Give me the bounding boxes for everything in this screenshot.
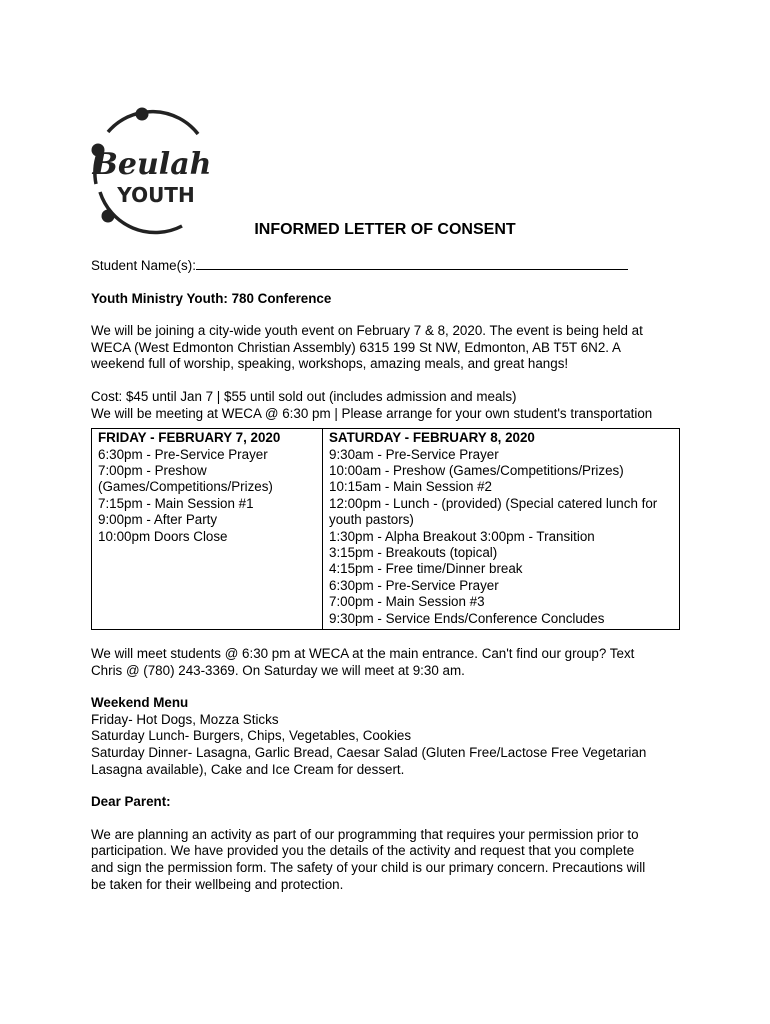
intro-paragraph <box>91 323 691 373</box>
friday-item: 6:30pm - Pre-Service Prayer <box>98 446 268 462</box>
saturday-item: 4:15pm - Free time/Dinner break <box>329 561 523 577</box>
menu-line: Friday- Hot Dogs, Mozza Sticks <box>91 711 279 727</box>
logo-graphic <box>86 104 218 236</box>
meet-line: Chris @ (780) 243-3369. On Saturday we will meet at 9:30 am. <box>91 662 465 678</box>
saturday-item: 9:30pm - Service Ends/Conference Concludes <box>329 610 605 626</box>
svg-text:YOUTH: YOUTH <box>117 183 195 207</box>
menu-section <box>91 695 691 778</box>
meeting-line: We will be meeting at WECA @ 6:30 pm | Please arrange for your own student's transportation <box>91 405 653 421</box>
saturday-heading: SATURDAY - FEBRUARY 8, 2020 <box>329 430 535 446</box>
friday-item: (Games/Competitions/Prizes) <box>98 479 273 495</box>
closing-paragraph <box>91 827 691 893</box>
meet-paragraph <box>91 646 691 679</box>
schedule-table <box>91 428 680 630</box>
cost-paragraph <box>91 389 691 422</box>
saturday-item: 10:15am - Main Session #2 <box>329 479 493 495</box>
title-text: INFORMED LETTER OF CONSENT <box>254 221 516 238</box>
friday-item: 7:00pm - Preshow <box>98 462 207 478</box>
intro-line: We will be joining a city-wide youth event on February 7 & 8, 2020. The event is being held at <box>91 323 643 339</box>
closing-line: We are planning an activity as part of our programming that requires your permission prior to <box>91 826 639 842</box>
student-name-field[interactable] <box>196 257 628 270</box>
saturday-item: 6:30pm - Pre-Service Prayer <box>329 577 499 593</box>
closing-line: and sign the permission form. The safety of your child is our primary concern. Precautions will <box>91 859 646 875</box>
saturday-item: 9:30am - Pre-Service Prayer <box>329 446 499 462</box>
svg-text:Beulah: Beulah <box>92 147 212 182</box>
saturday-item: 1:30pm - Alpha Breakout 3:00pm - Transition <box>329 528 595 544</box>
beulah-youth-logo <box>86 104 218 236</box>
dear-parent-heading: Dear Parent: <box>91 794 171 810</box>
saturday-item: 12:00pm - Lunch - (provided) (Special catered lunch for <box>329 495 658 511</box>
saturday-item: youth pastors) <box>329 512 414 528</box>
friday-heading: FRIDAY - FEBRUARY 7, 2020 <box>98 430 281 446</box>
closing-line: participation. We have provided you the details of the activity and request that you complete <box>91 843 635 859</box>
friday-column <box>92 429 323 630</box>
friday-item: 9:00pm - After Party <box>98 512 218 528</box>
meet-line: We will meet students @ 6:30 pm at WECA at the main entrance. Can't find our group? Text <box>91 646 635 662</box>
event-heading: Youth Ministry Youth: 780 Conference <box>91 290 332 306</box>
student-name-row <box>91 257 691 275</box>
menu-line: Lasagna available), Cake and Ice Cream for dessert. <box>91 761 405 777</box>
friday-item: 10:00pm Doors Close <box>98 528 228 544</box>
friday-item: 7:15pm - Main Session #1 <box>98 495 254 511</box>
menu-line: Saturday Lunch- Burgers, Chips, Vegetables, Cookies <box>91 728 412 744</box>
saturday-item: 10:00am - Preshow (Games/Competitions/Prizes) <box>329 462 624 478</box>
menu-line: Saturday Dinner- Lasagna, Garlic Bread, Caesar Salad (Gluten Free/Lactose Free Vegetarian <box>91 745 647 760</box>
saturday-column <box>323 429 680 630</box>
saturday-item: 3:15pm - Breakouts (topical) <box>329 545 498 560</box>
intro-line: weekend full of worship, speaking, workshops, amazing meals, and great hangs! <box>91 356 569 372</box>
intro-line: WECA (West Edmonton Christian Assembly) 6315 199 St NW, Edmonton, AB T5T 6N2. A <box>91 339 621 355</box>
student-name-label: Student Name(s): <box>91 258 196 273</box>
saturday-item: 7:00pm - Main Session #3 <box>329 594 485 610</box>
closing-line: be taken for their wellbeing and protection. <box>91 876 344 892</box>
cost-line: Cost: $45 until Jan 7 | $55 until sold out (includes admission and meals) <box>91 388 517 404</box>
page-title <box>0 221 770 239</box>
menu-heading: Weekend Menu <box>91 695 189 711</box>
letter-body <box>91 257 691 909</box>
